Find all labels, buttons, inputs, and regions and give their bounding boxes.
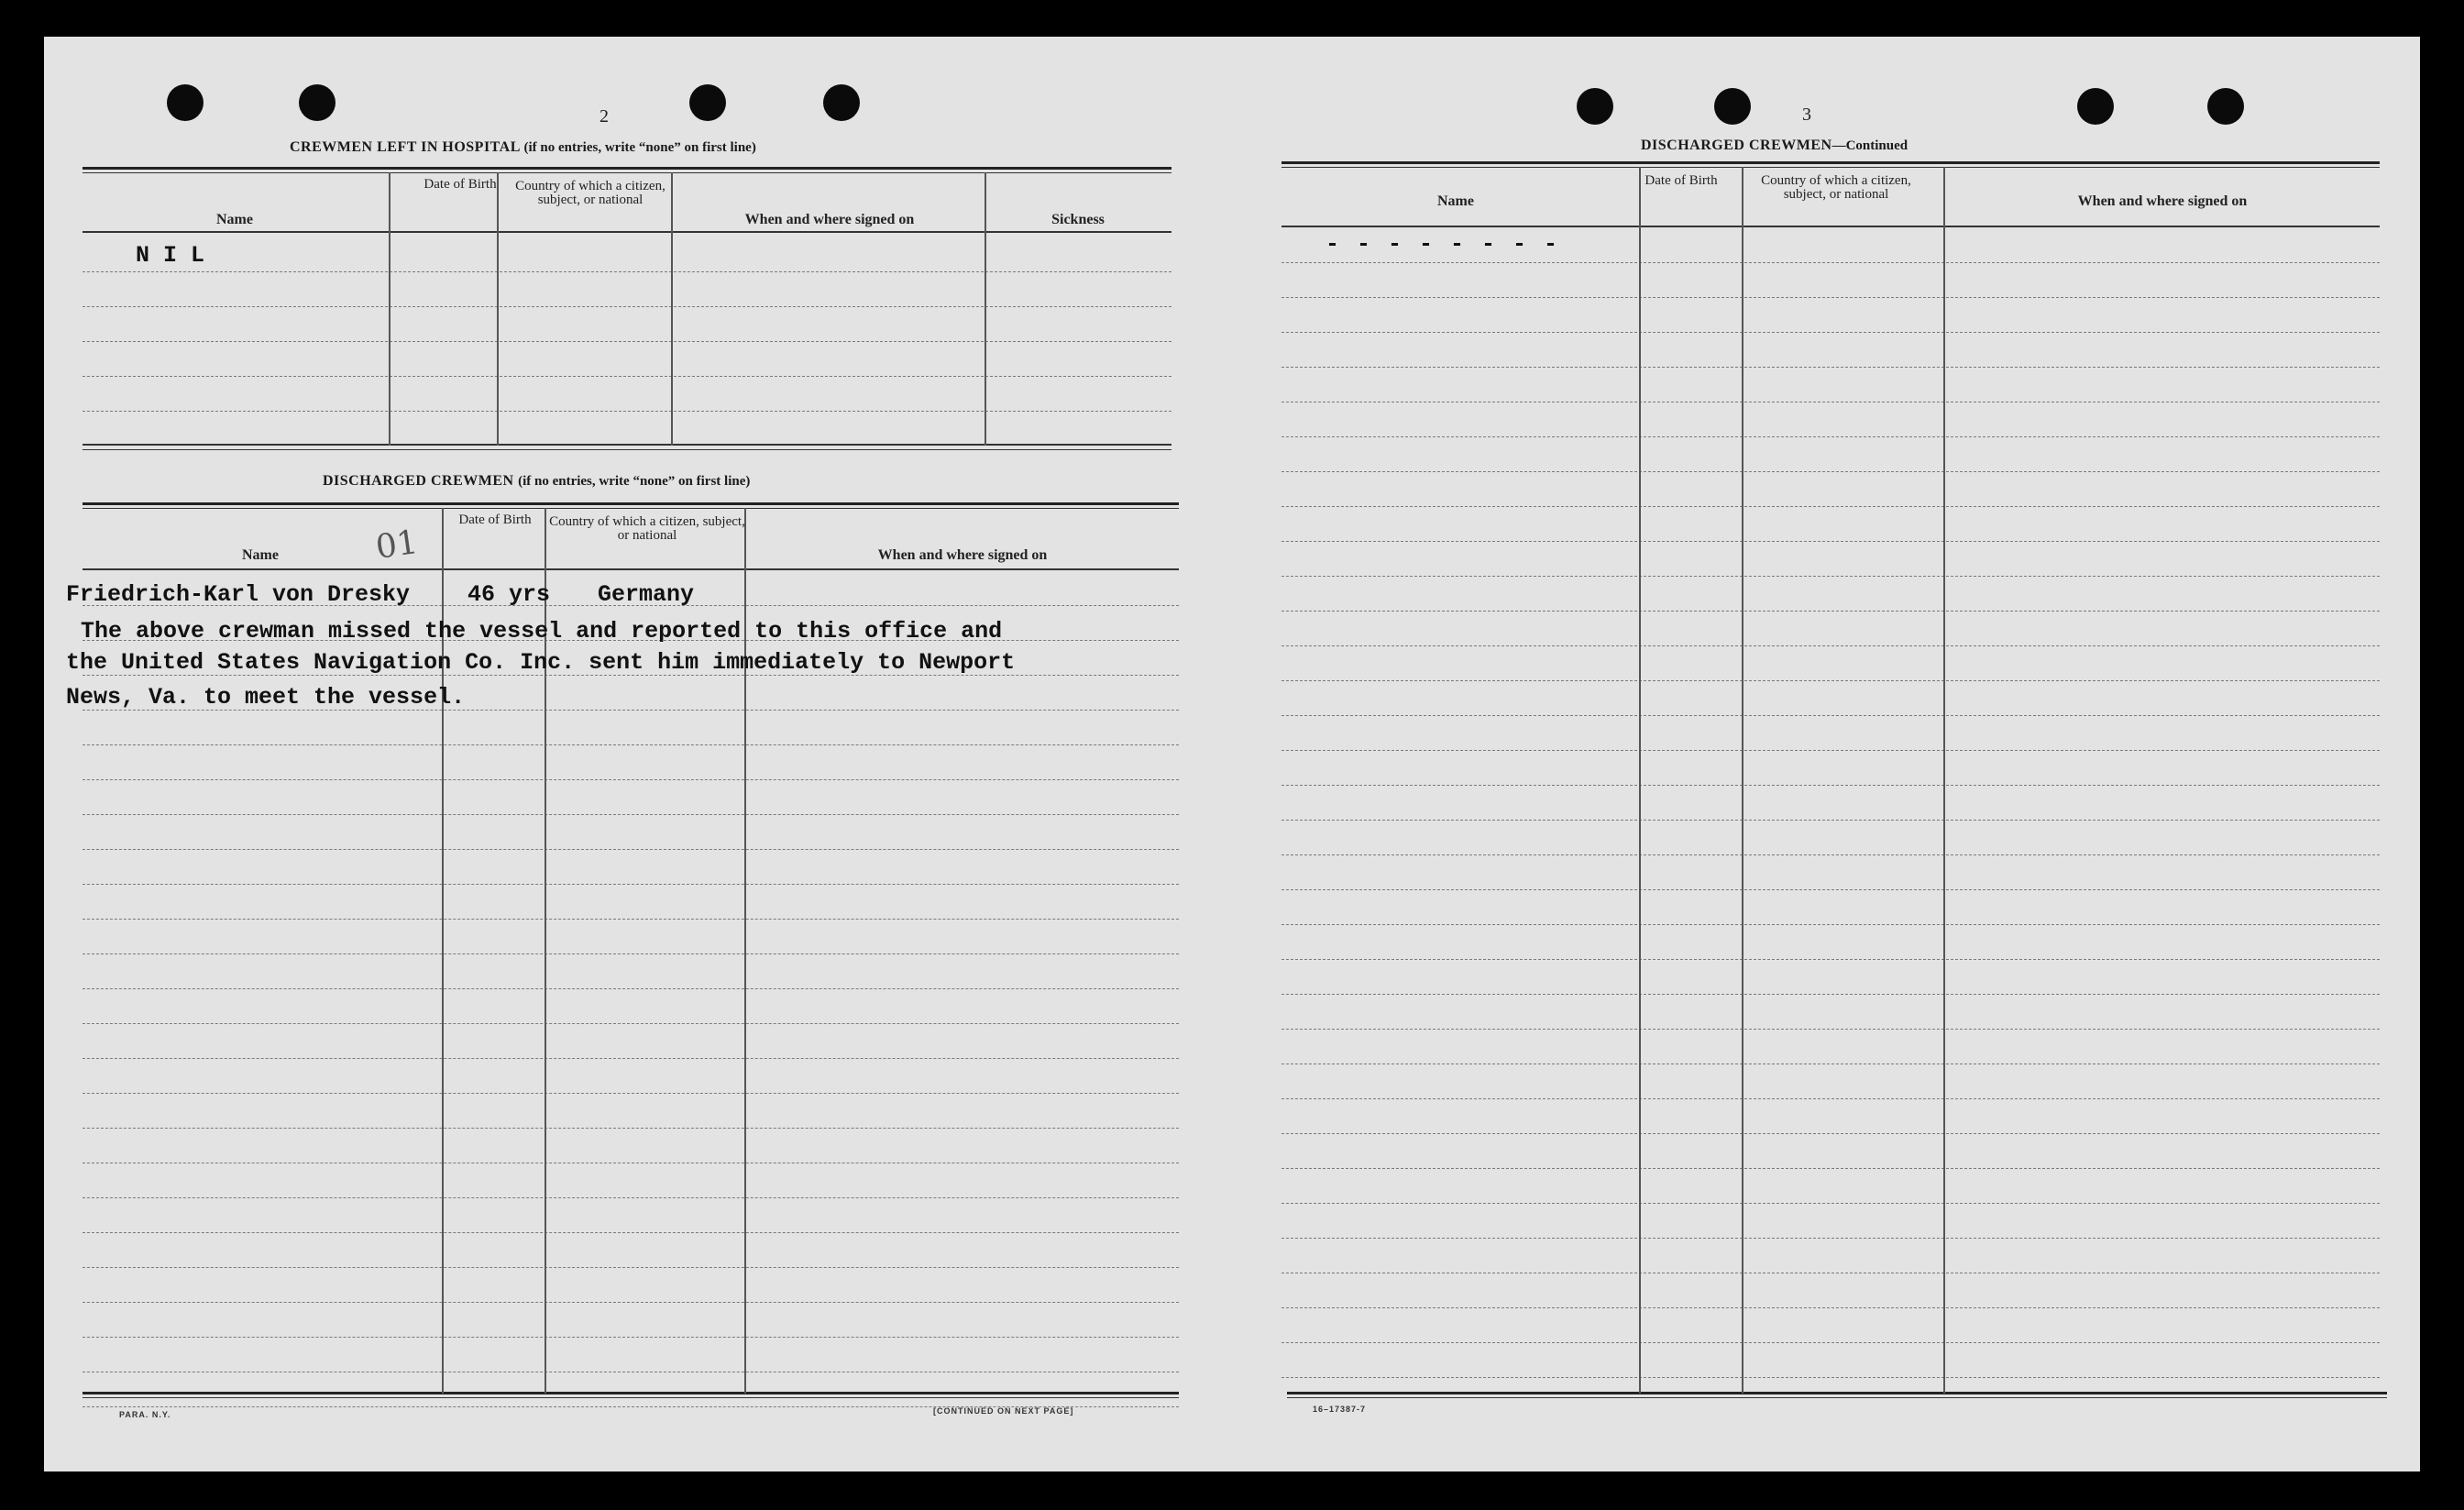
ruled-line bbox=[1282, 1203, 2380, 1204]
crewman-country: Germany bbox=[598, 581, 695, 608]
ruled-line bbox=[1282, 854, 2380, 855]
ruled-line bbox=[82, 376, 1172, 377]
footer-continued: [CONTINUED ON NEXT PAGE] bbox=[933, 1406, 1074, 1416]
punch-hole bbox=[1577, 88, 1613, 125]
column-divider bbox=[671, 172, 673, 446]
ruled-line bbox=[82, 988, 1179, 989]
ruled-line bbox=[82, 1267, 1179, 1268]
column-header-country: Country of which a citizen, subject, or national bbox=[549, 514, 745, 543]
handwritten-mark: 01 bbox=[373, 524, 421, 567]
ruled-line bbox=[82, 884, 1179, 885]
hospital-entry: N I L bbox=[136, 242, 205, 269]
punch-hole bbox=[689, 84, 726, 121]
ruled-line bbox=[82, 1128, 1179, 1129]
crewman-age: 46 yrs bbox=[468, 581, 551, 608]
footer-form-number: 16–17387-7 bbox=[1313, 1405, 1367, 1414]
rule bbox=[82, 167, 1172, 170]
section-title-text: DISCHARGED CREWMEN bbox=[323, 473, 514, 489]
ruled-line bbox=[82, 341, 1172, 342]
section-title-discharged bbox=[323, 473, 750, 490]
column-divider bbox=[984, 172, 986, 446]
column-divider bbox=[389, 172, 390, 446]
ruled-line bbox=[82, 953, 1179, 954]
rule bbox=[82, 1392, 1179, 1394]
ruled-line bbox=[1282, 959, 2380, 960]
ruled-line bbox=[82, 744, 1179, 745]
ruled-line bbox=[1282, 750, 2380, 751]
ruled-line bbox=[82, 411, 1172, 412]
document-sheet bbox=[44, 37, 2420, 1471]
ruled-line bbox=[1282, 1098, 2380, 1099]
column-header-sickness: Sickness bbox=[1051, 212, 1105, 227]
section-title-hospital bbox=[290, 139, 756, 156]
ruled-line bbox=[1282, 820, 2380, 821]
ruled-line bbox=[1282, 785, 2380, 786]
rule bbox=[1282, 167, 2380, 168]
ruled-line bbox=[82, 1058, 1179, 1059]
ruled-line bbox=[82, 1337, 1179, 1338]
punch-hole bbox=[299, 84, 336, 121]
footer-printer-mark: PARA. N.Y. bbox=[119, 1410, 171, 1419]
ruled-line bbox=[82, 919, 1179, 920]
ruled-line bbox=[1282, 1168, 2380, 1169]
column-header-name: Name bbox=[242, 547, 279, 563]
ruled-line bbox=[1282, 1133, 2380, 1134]
rule bbox=[82, 508, 1179, 509]
column-header-dob: Date of Birth bbox=[458, 513, 532, 527]
section-note: (if no entries, write “none” on first line) bbox=[523, 140, 756, 155]
ruled-line bbox=[1282, 715, 2380, 716]
ruled-line bbox=[82, 814, 1179, 815]
ruled-line bbox=[82, 1093, 1179, 1094]
rule bbox=[1287, 1397, 2387, 1398]
rule bbox=[82, 1397, 1179, 1398]
ruled-line bbox=[82, 1197, 1179, 1198]
column-header-signed-on: When and where signed on bbox=[877, 547, 1048, 563]
punch-hole bbox=[2207, 88, 2244, 125]
column-header-name: Name bbox=[216, 212, 253, 227]
page-number: 3 bbox=[1802, 105, 1811, 125]
section-title-text: CREWMEN LEFT IN HOSPITAL bbox=[290, 139, 521, 155]
rule bbox=[82, 502, 1179, 505]
ruled-line bbox=[1282, 332, 2380, 333]
ruled-line bbox=[82, 306, 1172, 307]
column-header-signed-on: When and where signed on bbox=[2077, 193, 2248, 209]
ruled-line bbox=[1282, 1377, 2380, 1378]
punch-hole bbox=[823, 84, 860, 121]
header-rule bbox=[82, 568, 1179, 570]
column-header-dob: Date of Birth bbox=[424, 177, 497, 192]
section-note: (if no entries, write “none” on first line) bbox=[518, 474, 751, 489]
column-header-signed-on: When and where signed on bbox=[744, 212, 915, 227]
ruled-line bbox=[1282, 506, 2380, 507]
column-header-name: Name bbox=[1437, 193, 1474, 209]
ruled-line bbox=[1282, 367, 2380, 368]
rule bbox=[1282, 161, 2380, 164]
rule bbox=[82, 444, 1172, 446]
page-number: 2 bbox=[600, 106, 609, 127]
remark-line: News, Va. to meet the vessel. bbox=[66, 684, 466, 711]
ruled-line bbox=[82, 1232, 1179, 1233]
ruled-line bbox=[1282, 889, 2380, 890]
ruled-line bbox=[82, 1023, 1179, 1024]
rule bbox=[82, 449, 1172, 450]
punch-hole bbox=[1714, 88, 1751, 125]
punch-hole bbox=[2077, 88, 2114, 125]
column-header-dob: Date of Birth bbox=[1644, 173, 1718, 188]
section-title-text: DISCHARGED CREWMEN bbox=[1641, 138, 1832, 153]
section-title-discharged-continued bbox=[1641, 138, 1908, 154]
column-header-country: Country of which a citizen, subject, or national bbox=[515, 179, 666, 207]
ruled-line bbox=[1282, 262, 2380, 263]
remark-line: the United States Navigation Co. Inc. sent him immediately to Newport bbox=[66, 649, 1016, 676]
discharged-continued-entry: - - - - - - - - bbox=[1326, 231, 1560, 258]
header-rule bbox=[1282, 226, 2380, 227]
crewman-name: Friedrich-Karl von Dresky bbox=[66, 581, 411, 608]
rule bbox=[82, 172, 1172, 173]
ruled-line bbox=[82, 271, 1172, 272]
header-rule bbox=[82, 231, 1172, 233]
column-header-country: Country of which a citizen, subject, or national bbox=[1761, 173, 1911, 202]
column-divider bbox=[1639, 167, 1641, 1394]
section-title-suffix: —Continued bbox=[1832, 138, 1908, 153]
column-divider bbox=[1742, 167, 1744, 1394]
ruled-line bbox=[1282, 436, 2380, 437]
ruled-line bbox=[1282, 471, 2380, 472]
ruled-line bbox=[1282, 297, 2380, 298]
ruled-line bbox=[1282, 924, 2380, 925]
ruled-line bbox=[1282, 1307, 2380, 1308]
ruled-line bbox=[1282, 680, 2380, 681]
remark-line: The above crewman missed the vessel and reported to this office and bbox=[81, 618, 1003, 645]
ruled-line bbox=[1282, 576, 2380, 577]
ruled-line bbox=[1282, 994, 2380, 995]
punch-hole bbox=[167, 84, 204, 121]
ruled-line bbox=[1282, 1238, 2380, 1239]
ruled-line bbox=[1282, 645, 2380, 646]
ruled-line bbox=[1282, 541, 2380, 542]
column-divider bbox=[497, 172, 499, 446]
ruled-line bbox=[82, 849, 1179, 850]
ruled-line bbox=[82, 779, 1179, 780]
rule bbox=[1287, 1392, 2387, 1394]
ruled-line bbox=[1282, 1029, 2380, 1030]
ruled-line bbox=[82, 1302, 1179, 1303]
ruled-line bbox=[1282, 1342, 2380, 1343]
ruled-line bbox=[1282, 611, 2380, 612]
column-divider bbox=[1943, 167, 1945, 1394]
